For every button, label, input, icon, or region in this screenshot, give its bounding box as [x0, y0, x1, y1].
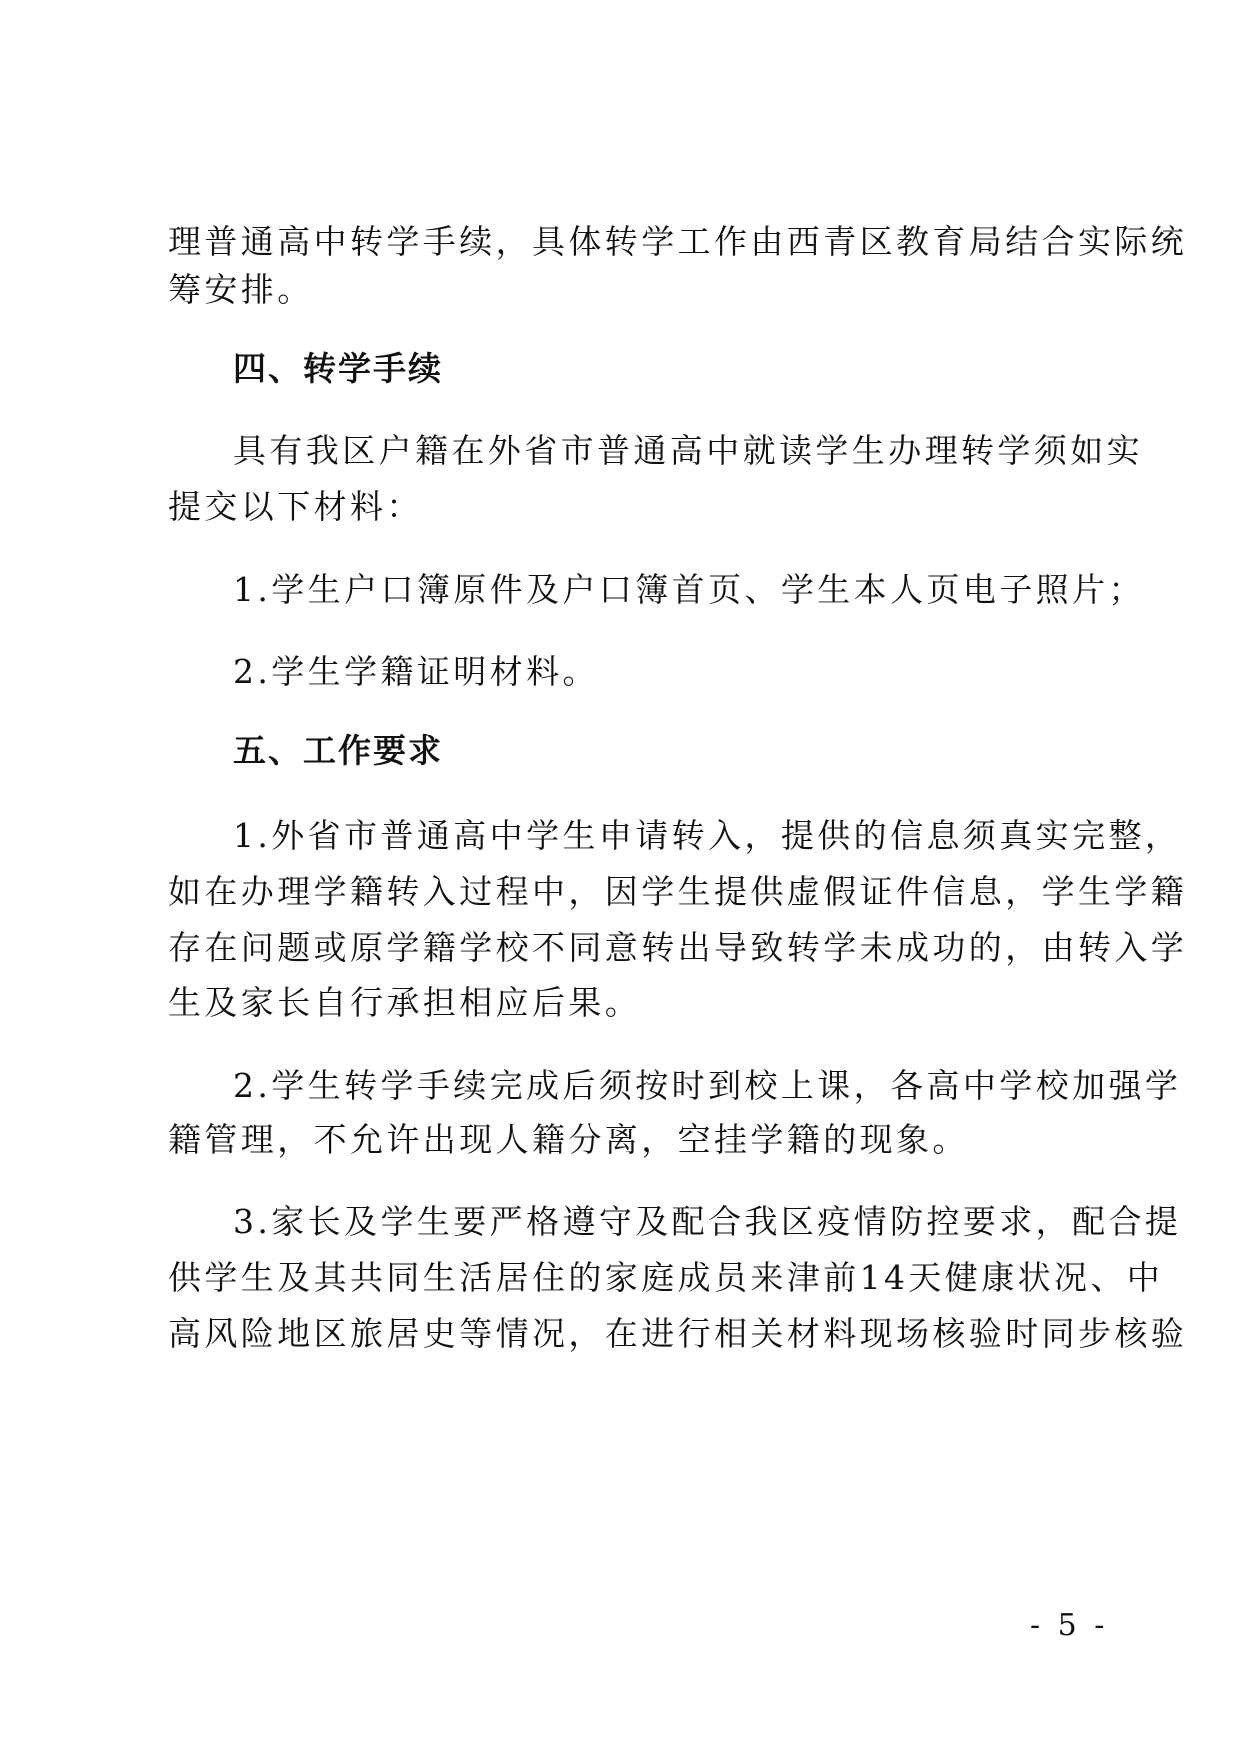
list-item: 1.学生户口簿原件及户口簿首页、学生本人页电子照片； — [233, 570, 1145, 609]
page-number: - 5 - — [1030, 1608, 1109, 1643]
paragraph-line: 筹安排。 — [168, 270, 314, 309]
paragraph-line: 籍管理，不允许出现人籍分离，空挂学籍的现象。 — [168, 1120, 969, 1159]
paragraph-line: 提交以下材料： — [168, 487, 423, 526]
paragraph-line: 供学生及其共同生活居住的家庭成员来津前14天健康状况、中 — [168, 1258, 1164, 1297]
section-heading-five: 五、工作要求 — [233, 731, 443, 770]
paragraph-line: 3.家长及学生要严格遵守及配合我区疫情防控要求，配合提 — [233, 1202, 1182, 1241]
paragraph-line: 1.外省市普通高中学生申请转入，提供的信息须真实完整， — [233, 816, 1182, 855]
paragraph-line: 存在问题或原学籍学校不同意转出导致转学未成功的，由转入学 — [168, 928, 1188, 967]
paragraph-line: 理普通高中转学手续，具体转学工作由西青区教育局结合实际统 — [168, 222, 1188, 261]
paragraph-line: 高风险地区旅居史等情况，在进行相关材料现场核验时同步核验 — [168, 1314, 1188, 1353]
list-item: 2.学生学籍证明材料。 — [233, 652, 599, 691]
section-heading-four: 四、转学手续 — [233, 349, 443, 388]
paragraph-line: 生及家长自行承担相应后果。 — [168, 983, 642, 1022]
paragraph-line: 如在办理学籍转入过程中，因学生提供虚假证件信息，学生学籍 — [168, 872, 1188, 911]
paragraph-line: 2.学生转学手续完成后须按时到校上课，各高中学校加强学 — [233, 1066, 1182, 1105]
paragraph-line: 具有我区户籍在外省市普通高中就读学生办理转学须如实 — [233, 431, 1143, 470]
